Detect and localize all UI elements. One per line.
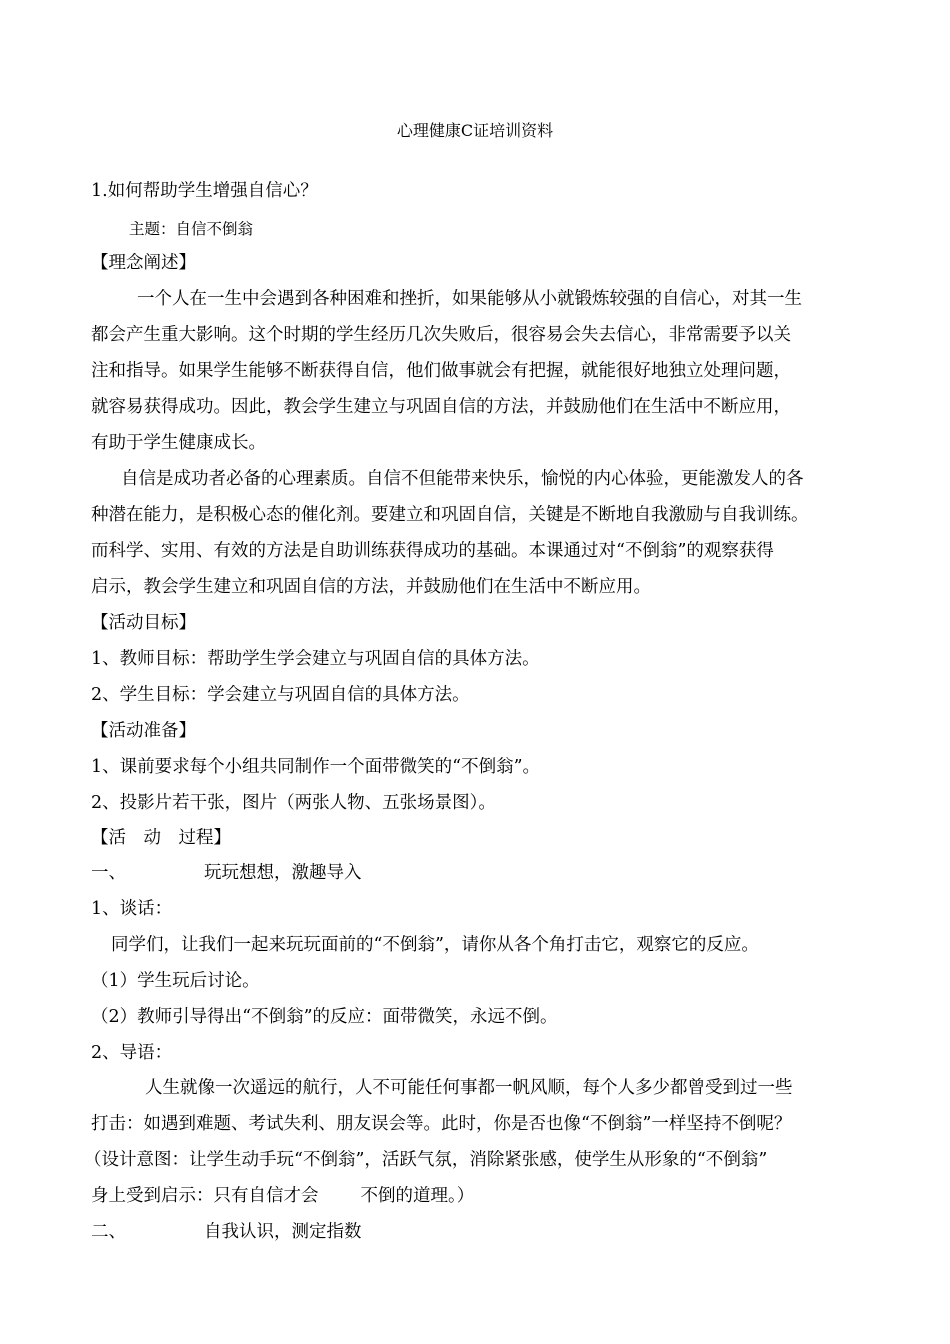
step-heading xyxy=(91,1220,362,1244)
paragraph-line: 而科学、实用、有效的方法是自助训练获得成功的基础。本课通过对“不倒翁”的观察获得 xyxy=(91,541,774,561)
paragraph-line: 人生就像一次遥远的航行，人不可能任何事都一帆风顺，每个人多少都曾受到过一些 xyxy=(145,1078,793,1098)
document-title: 心理健康C证培训资料 xyxy=(396,121,554,140)
question-heading: 1.如何帮助学生增强自信心？ xyxy=(91,181,318,201)
paragraph-line: 一个人在一生中会遇到各种困难和挫折，如果能够从小就锻炼较强的自信心，对其一生 xyxy=(137,289,802,309)
subheading-guide: 2、导语： xyxy=(91,1043,173,1063)
step-title: 自我认识，测定指数 xyxy=(204,1222,362,1242)
step-number: 一、 xyxy=(91,863,126,883)
paragraph-line: 启示，教会学生建立和巩固自信的方法，并鼓励他们在生活中不断应用。 xyxy=(91,577,651,597)
step-title: 玩玩想想，激趣导入 xyxy=(204,863,362,883)
step-heading xyxy=(91,861,362,885)
prep-item: 1、课前要求每个小组共同制作一个面带微笑的“不倒翁”。 xyxy=(91,757,541,777)
paragraph-line: 种潜在能力，是积极心态的催化剂。要建立和巩固自信，关键是不断地自我激励与自我训练。 xyxy=(91,505,809,525)
paragraph-line: （设计意图：让学生动手玩“不倒翁”，活跃气氛，消除紧张感，使学生从形象的“不倒翁” xyxy=(84,1150,768,1170)
theme-line: 主题：自信不倒翁 xyxy=(129,220,254,238)
step-number: 二、 xyxy=(91,1222,126,1242)
paragraph-line: 自信是成功者必备的心理素质。自信不但能带来快乐，愉悦的内心体验，更能激发人的各 xyxy=(121,469,804,489)
paragraph-fragment: 身上受到启示：只有自信才会 xyxy=(91,1186,319,1206)
subheading-talk: 1、谈话： xyxy=(91,899,173,919)
paragraph-line: 都会产生重大影响。这个时期的学生经历几次失败后，很容易会失去信心，非常需要予以关 xyxy=(91,325,791,345)
paragraph-line: 注和指导。如果学生能够不断获得自信，他们做事就会有把握，就能很好地独立处理问题， xyxy=(91,361,791,381)
paragraph-line: 有助于学生健康成长。 xyxy=(91,433,266,453)
section-heading-process: 【活 动 过程】 xyxy=(91,828,231,848)
section-heading-concept: 【理念阐述】 xyxy=(91,253,196,273)
goal-item: 1、教师目标：帮助学生学会建立与巩固自信的具体方法。 xyxy=(91,649,540,669)
paragraph-line: 打击：如遇到难题、考试失利、朋友误会等。此时，你是否也像“不倒翁”一样坚持不倒呢？ xyxy=(91,1114,792,1134)
list-item: （1）学生玩后讨论。 xyxy=(91,971,260,991)
paragraph-line: 就容易获得成功。因此，教会学生建立与巩固自信的方法，并鼓励他们在生活中不断应用， xyxy=(91,397,791,417)
paragraph-line xyxy=(91,1184,474,1208)
section-heading-goal: 【活动目标】 xyxy=(91,613,196,633)
paragraph-fragment: 不倒的道理。） xyxy=(360,1186,475,1206)
list-item: （2）教师引导得出“不倒翁”的反应：面带微笑，永远不倒。 xyxy=(91,1007,558,1027)
prep-item: 2、投影片若干张，图片（两张人物、五张场景图）。 xyxy=(91,793,496,813)
goal-item: 2、学生目标：学会建立与巩固自信的具体方法。 xyxy=(91,685,470,705)
section-heading-prep: 【活动准备】 xyxy=(91,721,196,741)
paragraph-line: 同学们，让我们一起来玩玩面前的“不倒翁”，请你从各个角打击它，观察它的反应。 xyxy=(111,935,759,955)
